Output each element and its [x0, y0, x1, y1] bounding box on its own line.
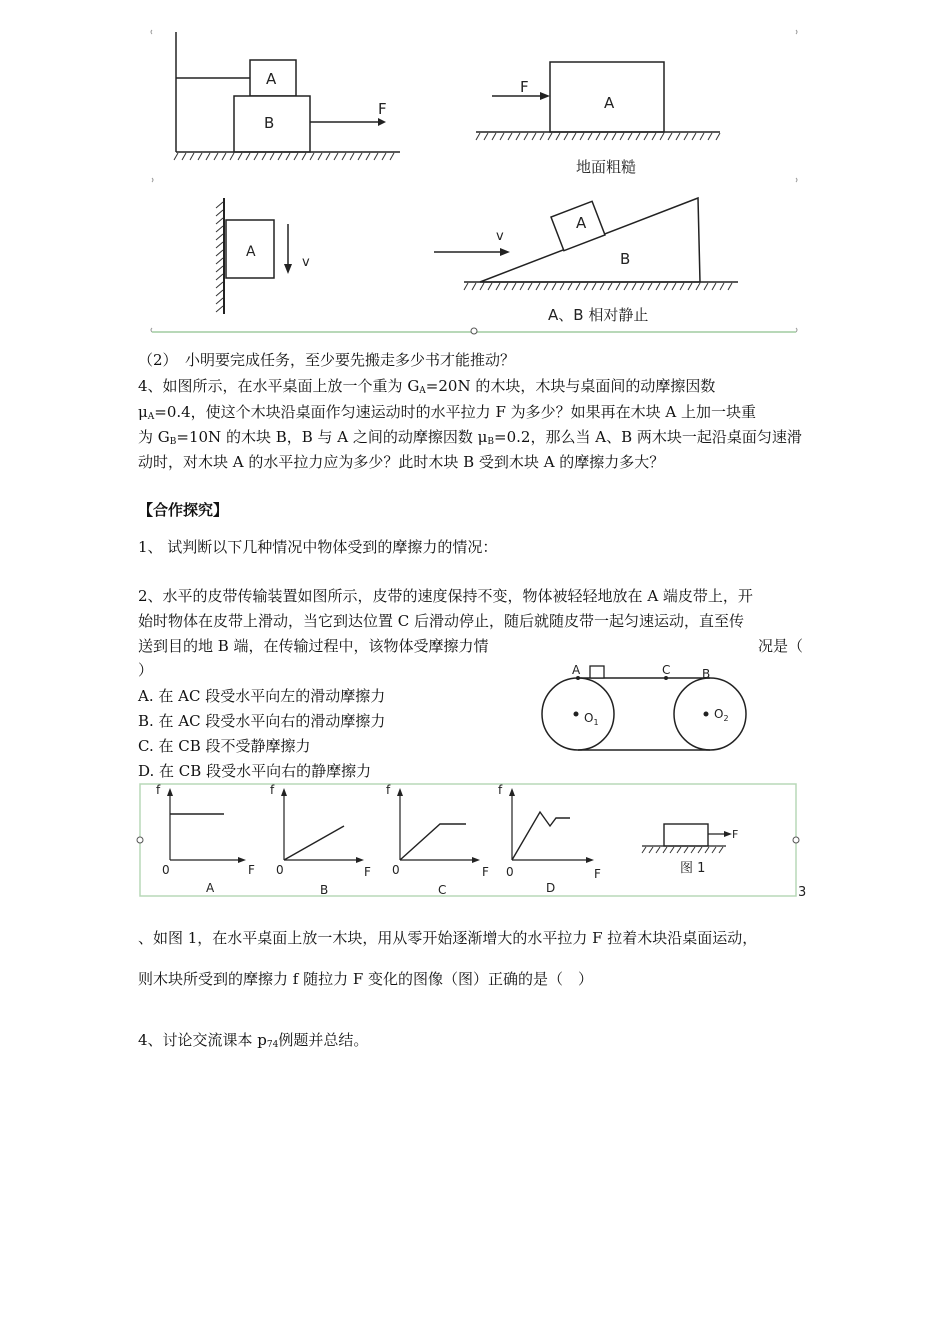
q4-line1: 4、如图所示，在水平桌面上放一个重为 $G_A=20N$ 的木块，木块与桌面间的动摩擦因数: [138, 377, 716, 396]
label-b4: B: [620, 250, 631, 268]
option-d: D. 在 CB 段受水平向右的静摩擦力: [138, 762, 372, 780]
item3-line1: 、如图 1，在水平桌面上放一木块，用从零开始逐渐增大的水平拉力 F 拉着木块沿桌面运动，: [138, 929, 758, 947]
belt-label-b: B: [702, 667, 711, 681]
section-title: 【合作探究】: [138, 501, 229, 519]
pulley-o2: [674, 678, 746, 750]
item2-line3b: 况是（: [758, 637, 804, 655]
label-v: v: [302, 255, 310, 270]
svg-text:F: F: [248, 863, 255, 877]
item2-line4: ）: [138, 661, 154, 679]
svg-text:f: f: [156, 783, 161, 797]
item1: 1、 试判断以下几种情况中物体受到的摩擦力的情况：: [138, 538, 498, 556]
q4-line3: 为 $G_B=10N$ 的木块 B，B 与 A 之间的动摩擦因数 $\mu_B=0.2$，那么当 A、B 两木块一起沿桌面匀速滑: [138, 428, 802, 447]
label-a2: A: [604, 94, 615, 112]
svg-text:f: f: [386, 783, 391, 797]
graph-label-d: D: [546, 881, 556, 895]
conveyor-figure: [538, 660, 774, 756]
fig-wedge: [434, 198, 738, 324]
label-f: F: [378, 100, 387, 118]
graph-b: [270, 783, 371, 897]
item2-line3a: 送到目的地 B 端，在传输过程中，该物体受摩擦力情: [138, 637, 489, 655]
object-box: [590, 666, 604, 678]
item4: 4、讨论交流课本 $p_{74}$例题并总结。: [138, 1031, 369, 1050]
graphs-panel: [134, 778, 814, 902]
option-b: B. 在 AC 段受水平向右的滑动摩擦力: [138, 712, 386, 730]
belt-label-c: C: [662, 663, 671, 677]
option-c: C. 在 CB 段不受静摩擦力: [138, 737, 311, 755]
label-b: B: [264, 114, 275, 132]
fig1-block: [642, 824, 738, 876]
q4-line2: $\mu_A=0.4$，使这个木块沿桌面作匀速运动时的水平拉力 F 为多少？如果再在木块 A 上加一块重: [138, 403, 756, 422]
relative-rest-caption: A、B 相对静止: [548, 306, 649, 324]
top-figure: [140, 22, 820, 340]
item2-line1: 2、水平的皮带传输装置如图所示，皮带的速度保持不变，物体被轻轻地放在 A 端皮带上，开: [138, 587, 753, 605]
belt-label-o2: $O_2$: [714, 707, 729, 723]
label-f2: F: [520, 78, 529, 96]
fig-a-on-b: [174, 32, 400, 160]
graph-label-c: C: [438, 883, 447, 897]
graph-label-b: B: [320, 883, 329, 897]
fig-wall-block: [216, 198, 310, 314]
graph-d: [498, 783, 601, 895]
fig1-caption: 图 1: [680, 861, 706, 876]
svg-text:F: F: [364, 865, 371, 879]
svg-text:F: F: [732, 828, 739, 841]
belt-label-a: A: [572, 663, 581, 677]
item3-line2: 则木块所受到的摩擦力 f 随拉力 F 变化的图像（图）正确的是（ ）: [138, 970, 594, 988]
label-a4: A: [576, 214, 587, 232]
svg-text:F: F: [594, 867, 601, 881]
svg-text:0: 0: [392, 863, 400, 877]
label-a: A: [266, 70, 277, 88]
svg-text:0: 0: [506, 865, 514, 879]
fig-push-block: [476, 62, 720, 176]
label-a3: A: [246, 244, 256, 260]
q4-line4: 动时，对木块 A 的水平拉力应为多少？此时木块 B 受到木块 A 的摩擦力多大？: [138, 453, 665, 471]
graph-a: [156, 783, 255, 895]
option-a: A. 在 AC 段受水平向左的滑动摩擦力: [138, 687, 386, 705]
svg-text:f: f: [270, 783, 275, 797]
belt-label-o1: $O_1$: [584, 711, 599, 727]
graph-c: [386, 783, 489, 897]
item2-line2: 始时物体在皮带上滑动，当它到达位置 C 后滑动停止，随后就随皮带一起匀速运动，直至传: [138, 612, 745, 630]
svg-text:0: 0: [276, 863, 284, 877]
svg-text:0: 0: [162, 863, 170, 877]
svg-text:F: F: [482, 865, 489, 879]
label-v2: v: [496, 229, 504, 244]
corner-num: 3: [798, 885, 807, 900]
rough-ground-caption: 地面粗糙: [576, 158, 637, 176]
graph-label-a: A: [206, 881, 215, 895]
svg-text:f: f: [498, 783, 503, 797]
q3-part2: （2） 小明要完成任务，至少要先搬走多少书才能推动？: [138, 351, 516, 369]
